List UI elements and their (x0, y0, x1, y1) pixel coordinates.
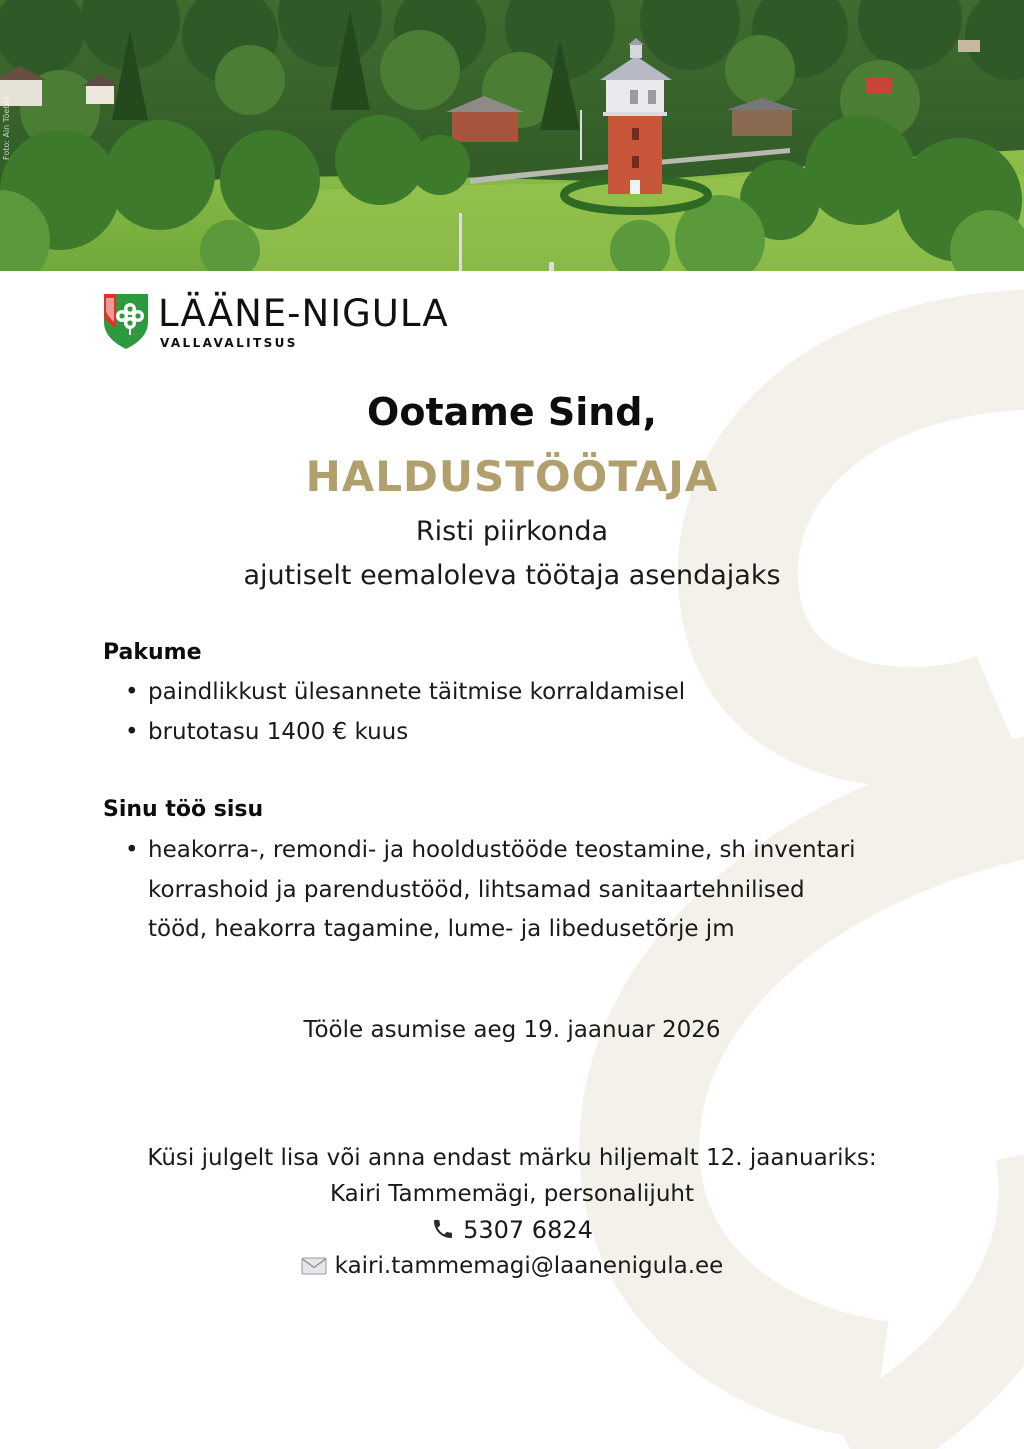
logo-subtitle: VALLAVALITSUS (160, 336, 298, 350)
list-item: • heakorra-, remondi- ja hooldustööde teostamine, sh inventari korrashoid ja parendustööd, lihtsamad sanitaartehnilised tööd, heakorra tagamine, lume- ja libedusetõrje jm (125, 837, 856, 942)
greeting-heading: Ootame Sind, (367, 390, 657, 434)
duties-list (125, 831, 865, 950)
contact-email[interactable]: kairi.tammemagi@laanenigula.ee (0, 1253, 1024, 1279)
hero-photo (0, 0, 1024, 271)
offer-list (125, 673, 885, 752)
photo-credit: Foto: Ain Tõebla (2, 96, 11, 160)
municipality-logo (102, 292, 542, 354)
location-line: Risti piirkonda (415, 516, 609, 547)
shield-clover-icon (102, 292, 150, 350)
contact-prompt: Küsi julgelt lisa või anna endast märku hiljemalt 12. jaanuariks: (147, 1145, 877, 1171)
contact-phone[interactable]: 5307 6824 (0, 1216, 1024, 1244)
list-item: • paindlikkust ülesannete täitmise korraldamisel (125, 679, 686, 705)
aerial-landscape-image (0, 0, 1024, 271)
start-date: Tööle asumise aeg 19. jaanuar 2026 (303, 1017, 721, 1043)
offer-section-title: Pakume (103, 640, 202, 665)
phone-icon (431, 1217, 455, 1241)
position-title: HALDUSTÖÖTAJA (305, 452, 719, 501)
duties-section-title: Sinu töö sisu (103, 797, 264, 822)
envelope-icon (301, 1256, 327, 1276)
logo-name: LÄÄNE-NIGULA (158, 292, 449, 335)
list-item: • brutotasu 1400 € kuus (125, 718, 409, 745)
contact-person: Kairi Tammemägi, personalijuht (329, 1181, 694, 1207)
substitute-line: ajutiselt eemaloleva töötaja asendajaks (243, 560, 781, 591)
